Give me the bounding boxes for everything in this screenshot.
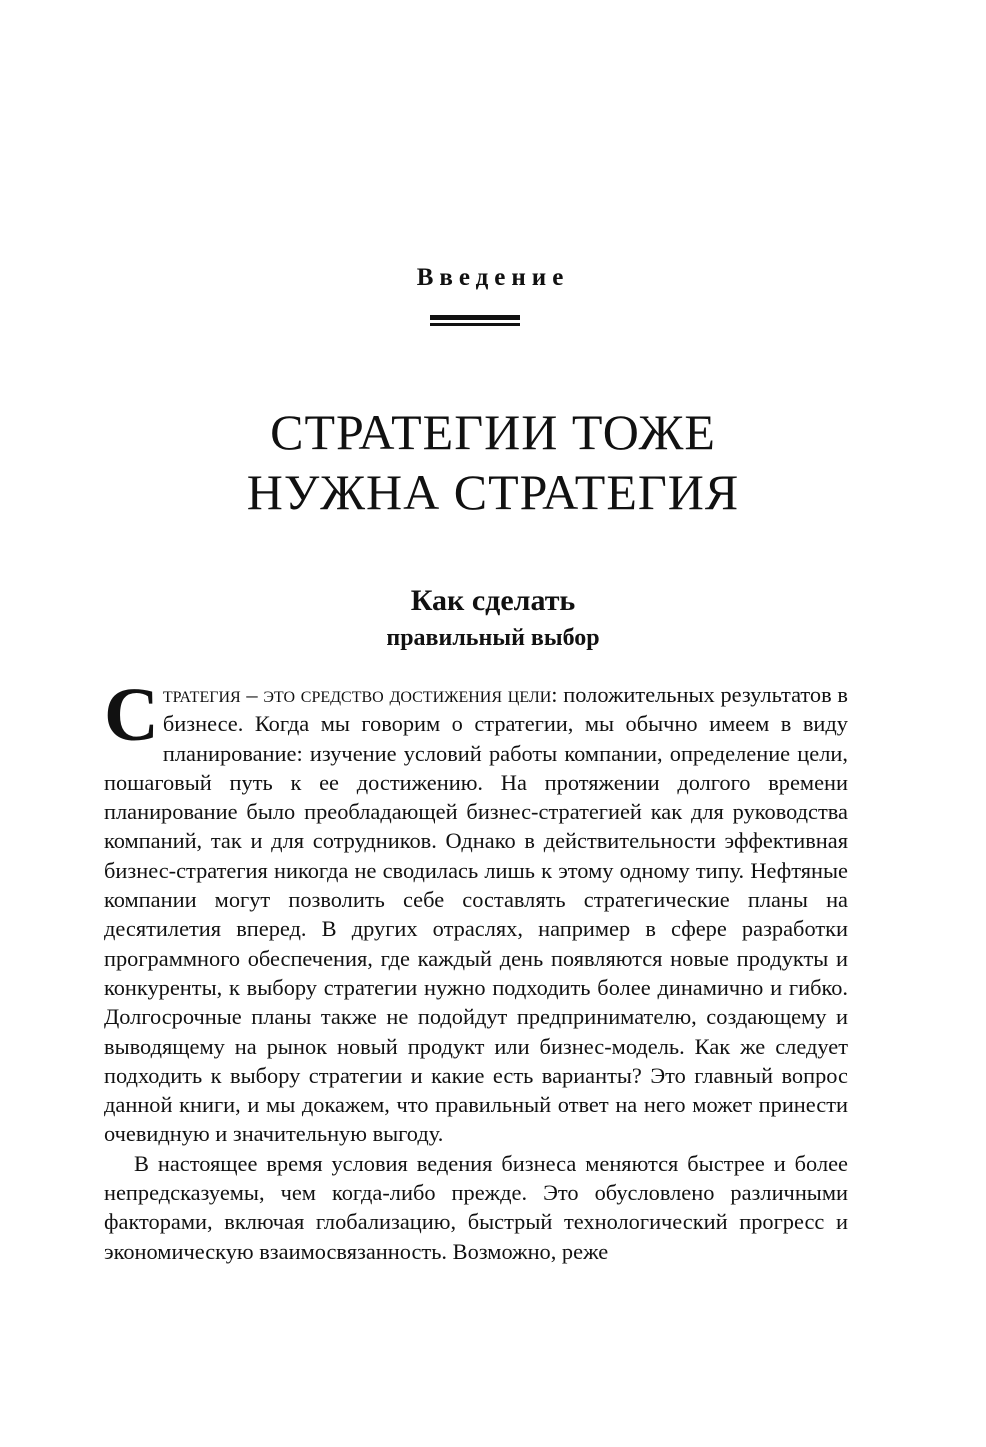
subtitle-line-1: Как сделать (410, 584, 576, 617)
paragraph-1-text: : положительных результатов в бизнесе. Когда мы говорим о стратегии, мы обычно имеем в виду планирование: изучение условий работы компании, определение цели, пошаговый путь к ее достижению. На протяжении долгого времени планирование было преобладающей бизнес-стратегией как для руководства компаний, так и для сотрудников. Однако в действительности эффективная бизнес-стратегия никогда не сводилась лишь к этому одному типу. Нефтяные компании могут позволить себе составлять стратегические планы на десятилетия вперед. В других отраслях, например в сфере разработки программного обеспечения, где каждый день появляются новые продукты и конкуренты, к выбору стратегии нужно подходить более динамично и гибко. Долгосрочные планы также не подойдут предпринимателю, создающему и выводящему на рынок новый продукт или бизнес-модель. Как же следует подходить к выбору стратегии и какие есть варианты? Это главный вопрос данной книги, и мы докажем, что правильный ответ на него может принести очевидную и значительную выгоду. (104, 682, 848, 1147)
chapter-title (0, 402, 986, 522)
body-text (104, 673, 848, 1266)
chapter-title-line-1: СТРАТЕГИИ ТОЖЕ (270, 404, 716, 460)
subtitle-line-2: правильный выбор (386, 625, 600, 651)
ornament-bar-thin (430, 323, 520, 326)
section-label: Введение (416, 264, 570, 291)
paragraph-1 (104, 673, 848, 1149)
title-ornament-rule (430, 315, 520, 327)
chapter-title-line-2: НУЖНА СТРАТЕГИЯ (246, 464, 740, 520)
lead-in-smallcaps: тратегия – это средство достижения цели (162, 682, 552, 707)
drop-cap: С (104, 673, 159, 757)
paragraph-2: В настоящее время условия ведения бизнеса меняются быстрее и более непредсказуемы, чем когда-либо прежде. Это обусловлено различными факторами, включая глобализацию, быстрый технологический прогресс и экономическую взаимосвязанность. Возможно, реже (104, 1150, 848, 1264)
ornament-bar-thick (430, 315, 520, 320)
chapter-subtitle (0, 582, 986, 656)
